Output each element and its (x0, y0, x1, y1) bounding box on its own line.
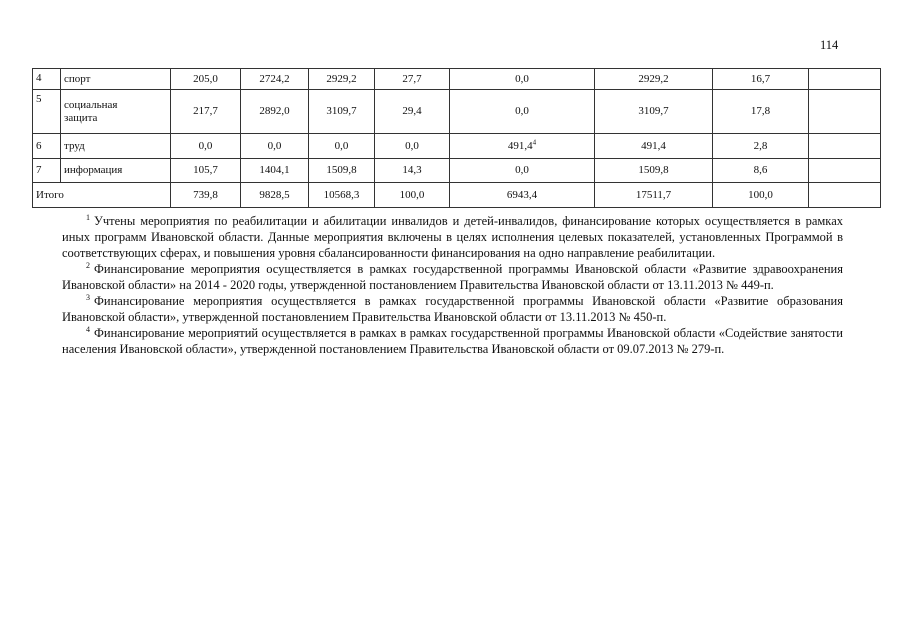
footnote-text: Финансирование мероприятия осуществляется в рамках государственной программы Ивановской области «Развитие образования Ивановской области», утвержденной постановлением Правительства Ивановской области от 13.11.2013 № 450-п. (62, 294, 843, 324)
table-cell: 3109,7 (309, 90, 375, 134)
footnotes (62, 213, 843, 357)
footnote (62, 213, 843, 261)
footnote (62, 325, 843, 357)
row-number: 5 (33, 90, 61, 134)
table-cell (809, 134, 881, 159)
footnote-ref: 4 (532, 137, 537, 146)
table-cell: 9828,5 (241, 183, 309, 208)
table-cell: 739,8 (171, 183, 241, 208)
table-cell: 205,0 (171, 69, 241, 90)
table-cell: 2929,2 (595, 69, 713, 90)
row-name: спорт (61, 69, 171, 90)
table-cell: 1509,8 (595, 159, 713, 183)
table-row (33, 69, 881, 90)
total-label: Итого (33, 183, 171, 208)
table-row (33, 90, 881, 134)
table-cell: 0,0 (241, 134, 309, 159)
footnote-text: Финансирование мероприятия осуществляется в рамках государственной программы Ивановской области «Развитие здравоохранения Ивановской области» на 2014 - 2020 годы, утвержденной постановлением Правительства Ивановской области от 13.11.2013 № 449-п. (62, 262, 843, 292)
footnote-text: Учтены мероприятия по реабилитации и абилитации инвалидов и детей-инвалидов, финансирование которых осуществляется в рамках иных программ Ивановской области. Данные мероприятия включены в целях исполнения целевых показателей, установленных Программой в соответствующих сферах, и повышения уровня сбалансированности финансирования на одно направление реабилитации. (62, 214, 843, 260)
table-cell: 3109,7 (595, 90, 713, 134)
table-cell: 2724,2 (241, 69, 309, 90)
table-cell: 1509,8 (309, 159, 375, 183)
table-cell: 0,0 (450, 90, 595, 134)
row-name: социальная защита (61, 90, 171, 134)
table-total-row (33, 183, 881, 208)
table-row (33, 159, 881, 183)
table-cell: 0,0 (309, 134, 375, 159)
table-cell: 100,0 (713, 183, 809, 208)
table-cell (809, 69, 881, 90)
table-cell: 105,7 (171, 159, 241, 183)
table-cell: 17511,7 (595, 183, 713, 208)
table-cell: 0,0 (375, 134, 450, 159)
table-cell: 17,8 (713, 90, 809, 134)
table-cell: 0,0 (171, 134, 241, 159)
table-cell: 2929,2 (309, 69, 375, 90)
footnote-mark: 1 (86, 212, 90, 222)
table-cell: 8,6 (713, 159, 809, 183)
footnote-mark: 2 (86, 260, 90, 270)
table-cell (809, 159, 881, 183)
funding-table (32, 68, 881, 208)
table-cell: 16,7 (713, 69, 809, 90)
table-cell: 6943,4 (450, 183, 595, 208)
table-cell: 27,7 (375, 69, 450, 90)
row-number: 7 (33, 159, 61, 183)
footnote (62, 261, 843, 293)
footnote-text: Финансирование мероприятий осуществляется в рамках в рамках государственной программы Ивановской области «Содействие занятости населения Ивановской области», утвержденной постановлением Правительства Ивановской области от 09.07.2013 № 279-п. (62, 326, 843, 356)
footnote (62, 293, 843, 325)
table-row (33, 134, 881, 159)
table-cell: 0,0 (450, 69, 595, 90)
table-cell: 1404,1 (241, 159, 309, 183)
page-number: 114 (820, 38, 839, 52)
table-cell: 10568,3 (309, 183, 375, 208)
table-cell: 491,4$^4$ (450, 134, 595, 159)
row-name: труд (61, 134, 171, 159)
table-cell: 217,7 (171, 90, 241, 134)
footnote-mark: 3 (86, 292, 90, 302)
table-cell: 29,4 (375, 90, 450, 134)
row-name: информация (61, 159, 171, 183)
table-cell: 2892,0 (241, 90, 309, 134)
table-cell: 100,0 (375, 183, 450, 208)
table-cell: 2,8 (713, 134, 809, 159)
table-cell: 491,4 (595, 134, 713, 159)
table-cell (809, 90, 881, 134)
footnote-mark: 4 (86, 324, 90, 334)
table-cell: 0,0 (450, 159, 595, 183)
table-cell: 14,3 (375, 159, 450, 183)
row-number: 4 (33, 69, 61, 90)
row-number: 6 (33, 134, 61, 159)
table-cell (809, 183, 881, 208)
